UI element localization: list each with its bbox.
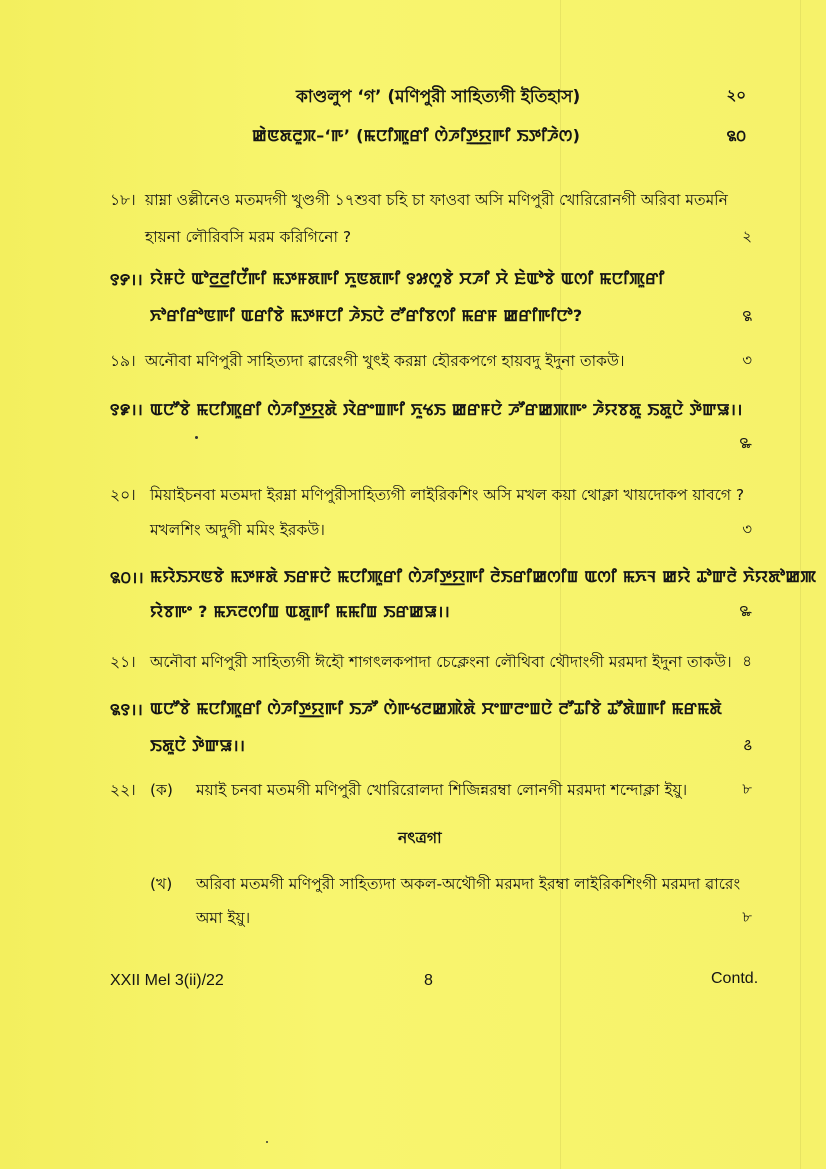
- question-text: অমা ইয়ু।: [196, 909, 251, 927]
- question-sub-label: (খ): [150, 875, 173, 893]
- question-text: হায়না লৌরিবসি মরম করিগিনো ?: [145, 228, 352, 246]
- question-text: অনৌবা মণিপুরী সাহিত্যদা ৱারেংগী খুৎই করম্না হৌরকপগে হায়বদু ইদুনা তাকউ।: [145, 352, 625, 370]
- group-marks: ২০: [726, 86, 746, 104]
- question-number: ꯲꯰।।: [110, 568, 145, 587]
- question-text: মিয়াইচনবা মতমদা ইরম্না মণিপুরীসাহিত্যগী লাইরিকশিং অসি মখল কয়া থোক্লা খায়দোকপ য়াবগে ?: [150, 486, 745, 504]
- question-text: ꯌꯥꯝꯅꯥ ꯑꯣꯂ꯭ꯂꯤꯅꯩꯒꯤ ꯃꯇꯝꯗꯒꯤ ꯈꯨꯟꯗꯒꯤ ꯱꯷ꯁꯨꯕꯥ ꯆꯍꯤ ꯆꯥ ꯐꯥꯑꯣꯕꯥ ꯑꯁꯤ ꯃꯅꯤꯄꯨꯔꯤ: [150, 269, 665, 288]
- question-text: ꯈꯣꯔꯤꯔꯣꯟꯒꯤ ꯑꯔꯤꯕꯥ ꯃꯇꯝꯅꯤ ꯍꯥꯏꯅꯥ ꯂꯧꯔꯤꯕꯁꯤ ꯃꯔꯝ ꯀꯔꯤꯒꯤꯅꯣ?: [150, 306, 583, 325]
- question-text: অনৌবা মণিপুরী সাহিত্যগী ঈহৌ শাগৎলকপাদা চেক্লেংনা লৌথিবা থৌদাংগী মরমদা ইদুনা তাকউ।: [150, 653, 732, 671]
- question-marks: ꯳: [739, 434, 752, 452]
- question-text: ꯌꯥꯕꯒꯦ ? ꯃꯈꯂꯁꯤꯡ ꯑꯗꯨꯒꯤ ꯃꯃꯤꯡ ꯏꯔꯀꯎ।।: [150, 602, 450, 621]
- page-number: 8: [424, 972, 433, 989]
- question-number: ২০।: [110, 486, 136, 504]
- question-sub-label: (ক): [150, 781, 173, 799]
- question-text: ꯃꯌꯥꯏꯆꯟꯕꯥ ꯃꯇꯝꯗꯥ ꯏꯔꯝꯅꯥ ꯃꯅꯤꯄꯨꯔꯤ ꯁꯥꯍꯤꯇ꯭ꯌꯒꯤ ꯂꯥꯏꯔꯤꯀꯁꯤꯡ ꯑꯁꯤ ꯃꯈꯜ ꯀꯌꯥ ꯊꯣꯛꯂꯥ ꯈꯥꯌꯗꯣꯀꯄ: [150, 567, 817, 586]
- or-label: নৎত্রগা: [398, 829, 442, 847]
- question-text: য়াম্না ওল্লীনেও মতমদগী খুণ্ডগী ১৭শুবা চহি চা ফাওবা অসি মণিপুরী খোরিরোনগী অরিবা মতমনি: [145, 191, 728, 209]
- continued-label: Contd.: [711, 970, 759, 987]
- question-text: ꯑꯅꯧꯕꯥ ꯃꯅꯤꯄꯨꯔꯤ ꯁꯥꯍꯤꯇ꯭ꯌꯒꯤ ꯏꯍꯧ ꯁꯥꯒꯠꯂꯀꯄꯥꯗꯥ ꯆꯦꯛꯂꯦꯡꯅꯥ ꯂꯧꯊꯤꯕꯥ ꯊꯧꯗꯥꯡꯒꯤ ꯃꯔꯃꯗꯥ: [150, 699, 723, 718]
- question-marks: ২: [742, 227, 752, 245]
- question-number: ১৮।: [110, 191, 136, 209]
- group-marks-meitei: ꯲꯰: [726, 127, 746, 145]
- question-number: ২১।: [110, 653, 136, 671]
- question-text: অরিবা মতমগী মণিপুরী সাহিত্যদা অকল-অথৌগী মরমদা ইরম্বা লাইরিকশিংগী মরমদা ৱারেং: [196, 875, 741, 893]
- question-text: ꯑꯅꯧꯕꯥ ꯃꯅꯤꯄꯨꯔꯤ ꯁꯥꯍꯤꯇ꯭ꯌꯗꯥ ꯋꯥꯔꯦꯡꯒꯤ ꯈꯨꯠꯏ ꯀꯔꯝꯅꯥ ꯍꯧꯔꯀꯄꯒꯦ ꯍꯥꯌꯕꯗꯨ ꯏꯗꯨꯅꯥ ꯇꯥꯛꯎ।।: [150, 400, 743, 419]
- question-text: ꯏꯗꯨꯅꯥ ꯇꯥꯛꯎ।।: [150, 736, 246, 755]
- question-marks: ৩: [742, 351, 752, 369]
- question-marks: ꯲: [742, 307, 752, 325]
- group-title-meitei: ꯀꯥꯟꯗꯂꯨꯞ–‘ꯒ’ (ꯃꯅꯤꯄꯨꯔꯤ ꯁꯥꯍꯤꯇ꯭ꯌꯒꯤ ꯏꯇꯤꯍꯥꯁ): [252, 126, 581, 145]
- question-number: ꯱꯸।।: [110, 270, 144, 289]
- question-marks: ৩: [742, 520, 752, 538]
- paper-speck: [195, 436, 198, 439]
- question-text: ময়াই চনবা মতমগী মণিপুরী খোরিরোলদা শিজিন্নরম্বা লোনগী মরমদা শন্দোক্লা ইয়ু।: [196, 781, 688, 799]
- paper-speck: [266, 1141, 268, 1143]
- question-marks: ৪: [742, 652, 752, 670]
- question-text: মখলশিং অদুগী মমিং ইরকউ।: [150, 521, 325, 539]
- group-title: কাণ্ডলুপ ‘গ’ (মণিপুরী সাহিত্যগী ইতিহাস): [296, 87, 581, 107]
- question-number: ২২।: [110, 781, 136, 799]
- question-marks: ꯳: [739, 602, 752, 620]
- question-marks: ৮: [742, 780, 752, 798]
- question-number: ১৯।: [110, 352, 136, 370]
- question-marks: ꯴: [743, 736, 752, 754]
- question-marks: ৮: [742, 908, 752, 926]
- paper-code: XXII Mel 3(ii)/22: [110, 972, 224, 989]
- question-number: ꯲꯱।।: [110, 700, 144, 719]
- question-number: ꯱꯹।।: [110, 400, 144, 419]
